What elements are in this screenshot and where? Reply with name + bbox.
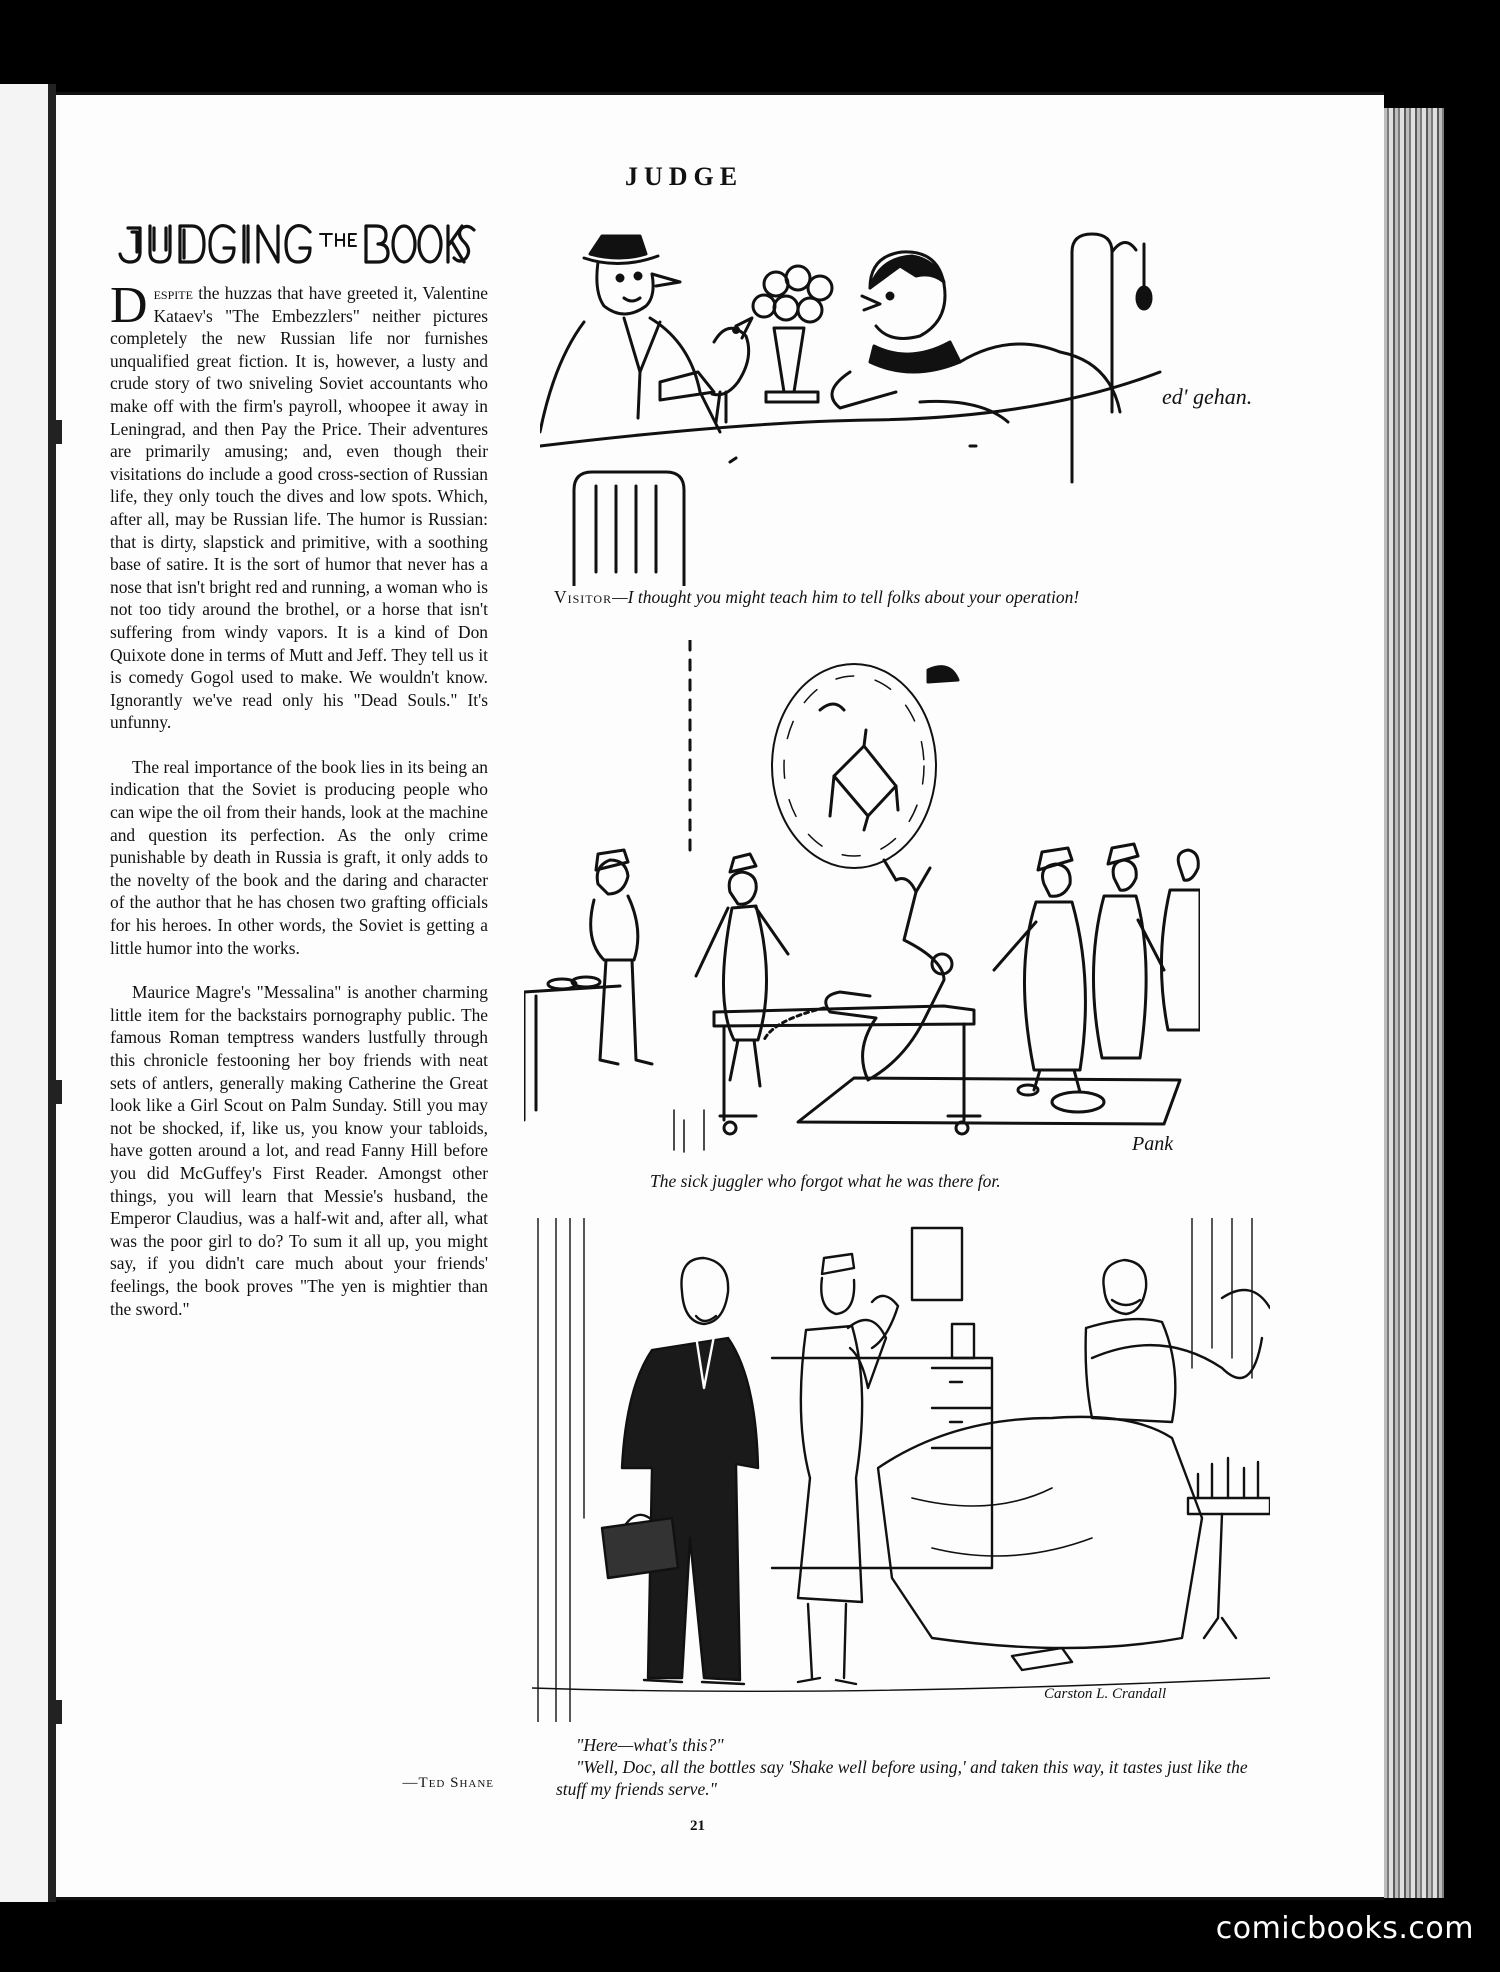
page-header: JUDGE xyxy=(625,162,744,191)
cartoon-sick-juggler xyxy=(524,640,1200,1160)
cartoon-caption xyxy=(554,586,1244,608)
binding-gutter xyxy=(48,84,56,1902)
book-review-article xyxy=(110,277,488,1342)
page-number: 21 xyxy=(690,1818,705,1834)
article-lead-word: espite xyxy=(153,283,193,303)
binding-mark xyxy=(50,420,62,444)
binding-mark xyxy=(50,1080,62,1104)
cartoon-caption xyxy=(556,1734,1256,1800)
article-paragraph: Maurice Magre's "Messalina" is another charming little item for the backstairs pornography public. The famous Roman temptress wanders lustfully through this chronicle festooning her boy friends with neat sets of antlers, generally making Catherine the Great look like a Girl Scout on Palm Sunday. Still you may not be shocked, if, like us, you know your tabloids, have gotten around a lot, and read Fanny Hill before you did McGuffey's First Reader. Amongst other things, you will learn that Messie's husband, the Emperor Claudius, was a half-wit and, after all, what was the poor girl to do? To sum it all up, you might say, if you didn't care much about your friends' feelings, the book proves "The yen is mightier than the sword." xyxy=(110,982,488,1319)
article-paragraph-text: the huzzas that have greeted it, Valentine Kataev's "The Embezzlers" neither pictures completely the new Russian life nor furnishes unqualified great fiction. It is, however, a lusty and crude story of two sniveling Soviet accountants who make off with the firm's payroll, whoopee it away in Leningrad, and then Pay the Price. Their adventures are primarily amusing; and, even though their visitations do include a good cross-section of Russian life, they only touch the dives and low spots. Which, after all, may be Russian life. The humor is Russian: that is dirty, slapstick and primitive, with a soothing base of satire. It is the sort of humor that never has a nose that isn't bright red and running, a woman who is not too tidy around the brothel, or a horse that isn't suffering from windy vapors. It is a kind of Don Quixote done in terms of Mutt and Jeff. They tell us it is comedy Gogol used to make. We wouldn't know. Ignorantly we've read only his "Dead Souls." It's unfunny. xyxy=(110,283,488,733)
cartoon-signature: ed' gehan. xyxy=(1162,384,1253,409)
cartoon-doctor-bedside xyxy=(532,1218,1270,1722)
byline: —Ted Shane xyxy=(402,1775,494,1791)
caption-text: —I thought you might teach him to tell folks about your operation! xyxy=(612,587,1080,607)
binding-mark xyxy=(50,1700,62,1724)
article-paragraph xyxy=(110,277,488,734)
caption-line: "Here—what's this?" xyxy=(576,1735,724,1755)
stacked-page-edges xyxy=(1384,108,1444,1898)
caption-line: "Well, Doc, all the bottles say 'Shake well before using,' and taken this way, it tastes just like the stuff my friends serve." xyxy=(556,1757,1248,1799)
column-title-logo xyxy=(114,212,480,270)
cartoon-hospital-visitor xyxy=(540,222,1260,586)
article-paragraph: The real importance of the book lies in its being an indication that the Soviet is producing people who can wipe the oil from their hands, look at the machine and question its perfection. As the only crime punishable by death in Russia is graft, it only adds to the novelty of the book and the daring and character of the author that he has chosen two grafting officials for his heroes. In other words, the Soviet is getting a little humor into the works. xyxy=(110,756,488,958)
cartoon-signature: Carston L. Crandall xyxy=(1044,1686,1167,1702)
facing-page-edge xyxy=(0,84,54,1902)
cartoon-caption: The sick juggler who forgot what he was there for. xyxy=(650,1171,1001,1191)
cartoon-signature: Pank xyxy=(1132,1133,1174,1155)
drop-cap: D xyxy=(110,277,148,334)
caption-speaker: Visitor xyxy=(554,587,613,607)
site-watermark: comicbooks.com xyxy=(1215,1911,1474,1946)
